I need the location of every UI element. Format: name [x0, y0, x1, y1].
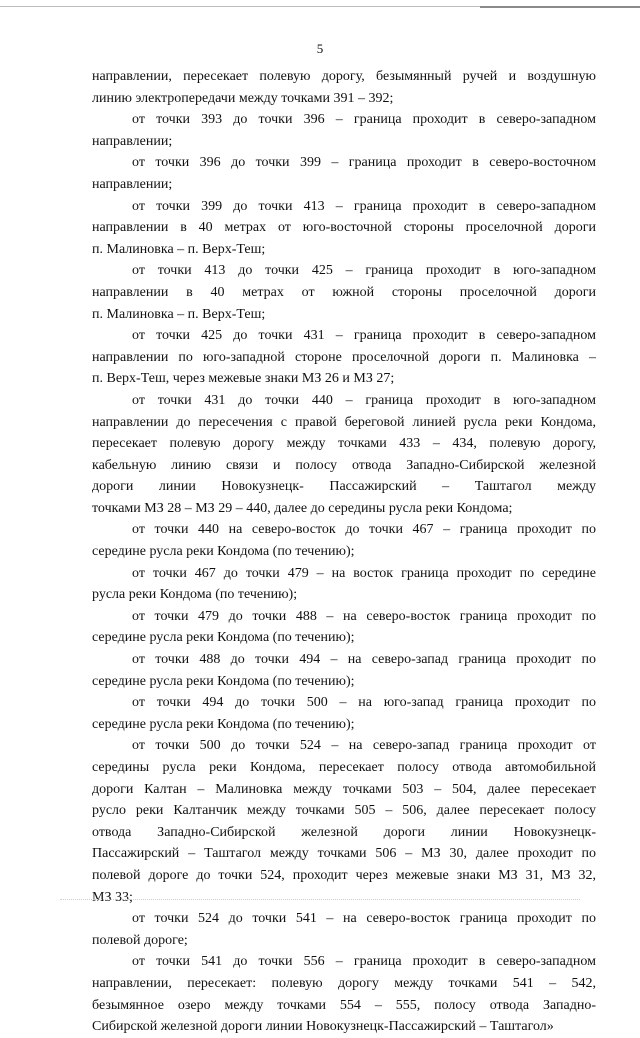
text-line: от точки 425 до точки 431 – граница проходит в северо-западном: [132, 328, 596, 344]
text-line: п. Малиновка – п. Верх-Теш;: [92, 306, 266, 322]
text-line: середине русла реки Кондома (по течению);: [92, 673, 355, 689]
text-line: направлении в 40 метрах от юго-восточной стороны проселочной дороги: [92, 220, 596, 236]
text-line: от точки 479 до точки 488 – на северо-восток граница проходит по: [132, 608, 596, 624]
text-line: от точки 488 до точки 494 – на северо-запад граница проходит по: [132, 652, 596, 668]
paragraph: [92, 152, 596, 195]
text-line: от точки 399 до точки 413 – граница проходит в северо-западном: [132, 198, 596, 214]
text-line: точками МЗ 28 – МЗ 29 – 440, далее до середины русла реки Кондома;: [92, 500, 513, 516]
text-line: дороги линии Новокузнецк- Пассажирский – Таштагол между: [92, 479, 596, 495]
paragraph: [92, 692, 596, 735]
text-line: МЗ 33;: [92, 889, 133, 905]
text-line: направлении;: [92, 133, 173, 149]
text-line: безымянное озеро между точками 554 – 555, полосу отвода Западно-: [92, 997, 596, 1013]
text-line: направлении, пересекает: полевую дорогу между точками 541 – 542,: [92, 975, 596, 991]
text-line: от точки 500 до точки 524 – на северо-запад граница проходит от: [132, 738, 596, 754]
paragraph: [92, 908, 596, 951]
paragraph: [92, 325, 596, 390]
paragraph: [92, 649, 596, 692]
text-line: кабельную линию связи и полосу отвода Западно-Сибирской железной: [92, 457, 596, 473]
text-line: от точки 440 на северо-восток до точки 467 – граница проходит по: [132, 522, 596, 538]
text-line: середине русла реки Кондома (по течению);: [92, 544, 355, 560]
text-line: русло реки Калтанчик между точками 505 – 506, далее пересекает полосу: [92, 803, 596, 819]
paragraph: [92, 66, 596, 109]
paragraph: [92, 606, 596, 649]
text-line: направлении по юго-западной стороне проселочной дороги п. Малиновка –: [92, 349, 596, 365]
paragraph: [92, 951, 596, 1037]
page-number: 5: [316, 41, 324, 56]
scan-edge-shadow: [480, 6, 640, 8]
paragraph: [92, 196, 596, 261]
text-line: отвода Западно-Сибирской железной дороги линии Новокузнецк-: [92, 824, 596, 840]
text-line: Сибирской железной дороги линии Новокузнецк-Пассажирский – Таштагол»: [92, 1019, 554, 1035]
text-line: линию электропередачи между точками 391 – 392;: [92, 90, 394, 106]
text-line: от точки 494 до точки 500 – на юго-запад граница проходит по: [132, 695, 596, 711]
paragraph: [92, 563, 596, 606]
text-line: от точки 541 до точки 556 – граница проходит в северо-западном: [132, 954, 596, 970]
text-line: дороги Калтан – Малиновка между точками 503 – 504, далее пересекает: [92, 781, 596, 797]
text-line: полевой дороге до точки 524, проходит через межевые знаки МЗ 31, МЗ 32,: [92, 867, 596, 883]
text-line: п. Верх-Теш, через межевые знаки МЗ 26 и МЗ 27;: [92, 371, 395, 387]
text-line: от точки 431 до точки 440 – граница проходит в юго-западном: [132, 392, 596, 408]
text-line: направлении;: [92, 176, 173, 192]
text-line: направлении до пересечения с правой береговой линией русла реки Кондома,: [92, 414, 596, 430]
paragraph: [92, 735, 596, 908]
paragraph: [92, 109, 596, 152]
text-line: полевой дороге;: [92, 932, 188, 948]
text-line: от точки 393 до точки 396 – граница проходит в северо-западном: [132, 112, 596, 128]
text-line: от точки 467 до точки 479 – на восток граница проходит по середине: [132, 565, 596, 581]
paragraph: [92, 260, 596, 325]
text-line: середине русла реки Кондома (по течению);: [92, 630, 355, 646]
document-body: [92, 66, 596, 1038]
paragraph: [92, 519, 596, 562]
text-line: Пассажирский – Таштагол между точками 506 – МЗ 30, далее проходит по: [92, 846, 596, 862]
scan-edge-bottom: [60, 899, 580, 901]
text-line: п. Малиновка – п. Верх-Теш;: [92, 241, 266, 257]
text-line: пересекает полевую дорогу между точками 433 – 434, полевую дорогу,: [92, 436, 596, 452]
text-line: направлении в 40 метрах от южной стороны проселочной дороги: [92, 284, 596, 300]
text-line: от точки 413 до точки 425 – граница проходит в юго-западном: [132, 263, 596, 279]
text-line: от точки 396 до точки 399 – граница проходит в северо-восточном: [132, 155, 596, 171]
paragraph: [92, 390, 596, 520]
text-line: середине русла реки Кондома (по течению);: [92, 716, 355, 732]
text-line: от точки 524 до точки 541 – на северо-восток граница проходит по: [132, 911, 596, 927]
text-line: середины русла реки Кондома, пересекает полосу отвода автомобильной: [92, 760, 596, 775]
text-line: русла реки Кондома (по течению);: [92, 587, 298, 603]
text-line: направлении, пересекает полевую дорогу, безымянный ручей и воздушную: [92, 69, 596, 84]
